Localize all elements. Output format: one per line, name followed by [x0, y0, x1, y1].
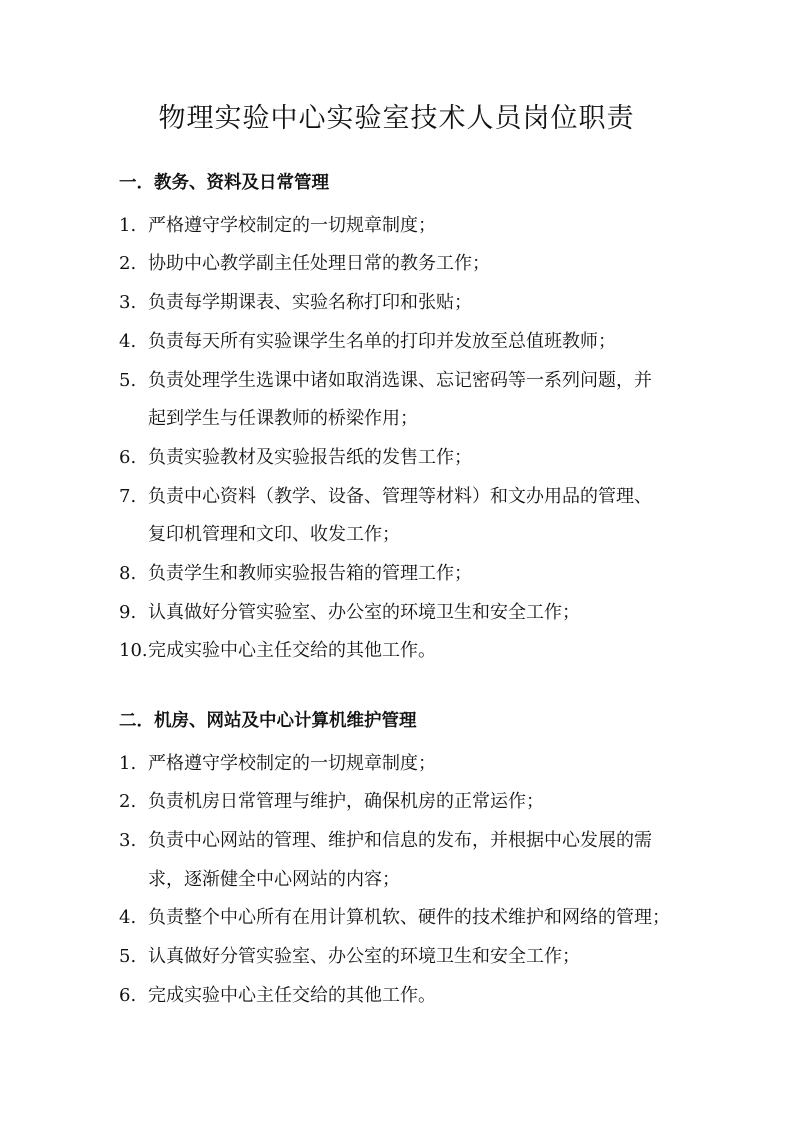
- list-item: [119, 284, 699, 323]
- section-heading: 一．教务、资料及日常管理: [119, 173, 329, 193]
- item-number: 3.: [119, 830, 137, 852]
- item-text-line: 负责整个中心所有在用计算机软、硬件的技术维护和网络的管理；: [148, 907, 670, 929]
- item-number: 2.: [119, 253, 137, 275]
- item-text: [148, 284, 699, 323]
- item-text: [148, 783, 699, 822]
- item-number: 1.: [119, 752, 137, 774]
- list-item: [119, 938, 699, 977]
- item-text: [148, 745, 699, 784]
- item-number: 4.: [119, 330, 137, 352]
- item-text: [148, 594, 699, 633]
- item-text: [148, 938, 699, 977]
- item-text: [148, 822, 699, 899]
- item-number: 6.: [119, 984, 137, 1006]
- item-number: 8.: [119, 562, 137, 584]
- item-text: [148, 245, 699, 284]
- list-item: [119, 977, 699, 1016]
- list-item: [119, 783, 699, 822]
- item-text-line: 起到学生与任课教师的桥梁作用；: [148, 408, 418, 430]
- item-text-line: 求，逐渐健全中心网站的内容；: [148, 868, 400, 890]
- item-number: 10.: [119, 640, 148, 662]
- section-academic-affairs: [119, 168, 699, 671]
- item-text-line: 负责每学期课表、实验名称打印和张贴；: [148, 292, 472, 314]
- item-text: [148, 899, 699, 938]
- item-text-line: 负责每天所有实验课学生名单的打印并发放至总值班教师；: [148, 330, 616, 352]
- item-number: 4.: [119, 907, 137, 929]
- item-text: [148, 632, 699, 671]
- item-text-line: 严格遵守学校制定的一切规章制度；: [148, 214, 436, 236]
- item-text-line: 认真做好分管实验室、办公室的环境卫生和安全工作；: [148, 601, 580, 623]
- item-text-line: 严格遵守学校制定的一切规章制度；: [148, 752, 436, 774]
- item-text-line: 负责实验教材及实验报告纸的发售工作；: [148, 446, 472, 468]
- item-text-line: 完成实验中心主任交给的其他工作。: [148, 984, 436, 1006]
- section-heading: 二．机房、网站及中心计算机维护管理: [119, 711, 417, 731]
- item-text-line: 复印机管理和文印、收发工作；: [148, 524, 400, 546]
- item-number: 5.: [119, 946, 137, 968]
- item-number: 6.: [119, 446, 137, 468]
- item-text-line: 负责中心网站的管理、维护和信息的发布，并根据中心发展的需: [148, 830, 652, 852]
- item-text: [148, 478, 699, 555]
- list-item: [119, 478, 699, 555]
- list-item: [119, 745, 699, 784]
- item-text-line: 负责中心资料（教学、设备、管理等材料）和文办用品的管理、: [148, 485, 652, 507]
- item-text: [148, 977, 699, 1016]
- item-text: [148, 362, 699, 439]
- list-item: [119, 632, 699, 671]
- item-number: 9.: [119, 601, 137, 623]
- item-number: 2.: [119, 791, 137, 813]
- item-number: 7.: [119, 485, 137, 507]
- item-text: [148, 439, 699, 478]
- list-item: [119, 362, 699, 439]
- list-item: [119, 899, 699, 938]
- document-title: 物理实验中心实验室技术人员岗位职责: [158, 103, 635, 134]
- item-text: [148, 323, 699, 362]
- item-text-line: 完成实验中心主任交给的其他工作。: [148, 640, 436, 662]
- list-item: [119, 594, 699, 633]
- item-text-line: 负责学生和教师实验报告箱的管理工作；: [148, 562, 472, 584]
- item-text: [148, 207, 699, 246]
- item-number: 5.: [119, 369, 137, 391]
- list-item: [119, 207, 699, 246]
- item-text-line: 负责机房日常管理与维护，确保机房的正常运作；: [148, 791, 544, 813]
- list-item: [119, 822, 699, 899]
- item-text-line: 协助中心教学副主任处理日常的教务工作；: [148, 253, 490, 275]
- list-item: [119, 439, 699, 478]
- list-item: [119, 323, 699, 362]
- item-text-line: 负责处理学生选课中诸如取消选课、忘记密码等一系列问题，并: [148, 369, 652, 391]
- item-number: 1.: [119, 214, 137, 236]
- item-number: 3.: [119, 292, 137, 314]
- list-item: [119, 245, 699, 284]
- list-item: [119, 555, 699, 594]
- item-text: [148, 555, 699, 594]
- section-computer-maintenance: [119, 706, 699, 1016]
- item-text-line: 认真做好分管实验室、办公室的环境卫生和安全工作；: [148, 946, 580, 968]
